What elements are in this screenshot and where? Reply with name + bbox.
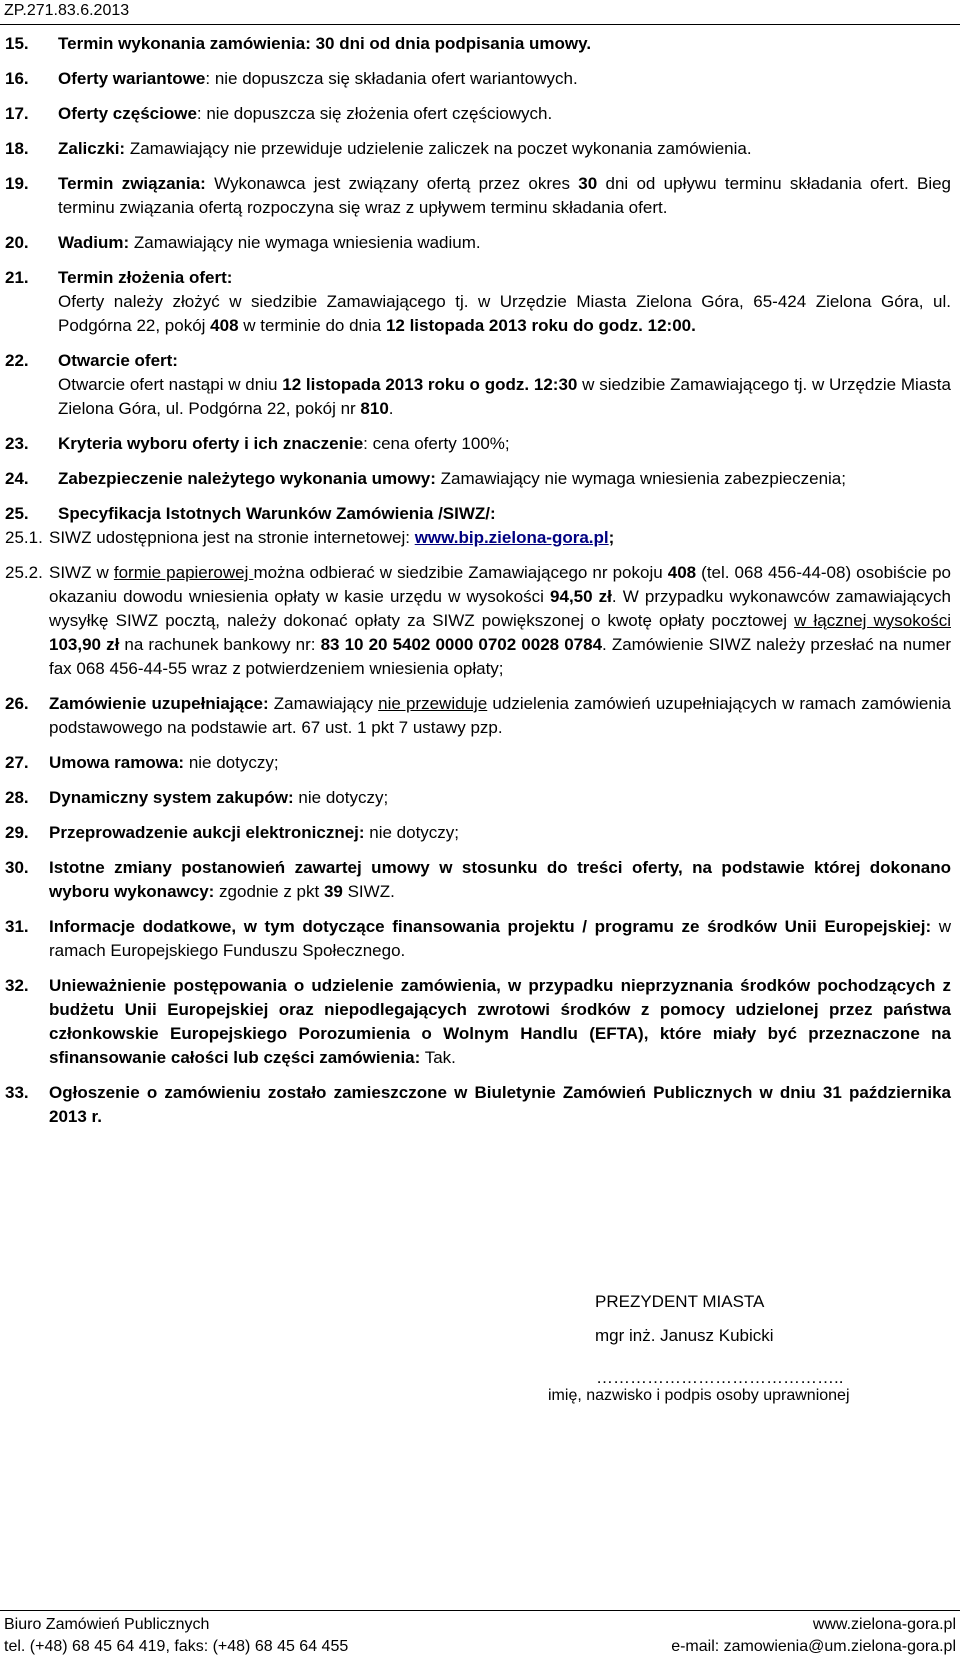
section-text: Zamawiający nie wymaga wniesienia zabezpieczenia; — [435, 469, 846, 488]
section-heading: Kryteria wyboru oferty i ich znaczenie — [58, 434, 364, 453]
footer-row-2 — [4, 1636, 956, 1658]
underlined-text: w łącznej wysokości — [794, 611, 951, 630]
section-text: dni od upływu terminu składania ofert. Bieg terminu związania ofertą rozpoczyna się wraz z upływem terminu składania ofert. — [58, 174, 951, 217]
section-text: . W przypadku wykonawców zamawiających wysyłkę SIWZ pocztą, należy dokonać opłaty za SIWZ powiększonej o kwotę opłaty pocztowej — [49, 587, 951, 630]
section-30 — [5, 856, 951, 904]
section-text: : nie dopuszcza się składania ofert wariantowych. — [205, 69, 578, 88]
section-number: 30. — [5, 858, 29, 877]
bip-website-link[interactable]: www.bip.zielona-gora.pl — [414, 528, 609, 547]
section-text: (tel. 068 456-44-08) osobiście po okazaniu dowodu wniesienia opłaty w kasie urzędu w wysokości — [49, 563, 952, 606]
section-text: : cena oferty 100%; — [363, 434, 510, 453]
section-heading: Umowa ramowa: — [49, 753, 185, 772]
section-27 — [5, 751, 951, 775]
section-33 — [5, 1081, 951, 1129]
section-text: udzielenia zamówień uzupełniających w ramach zamówienia podstawowego na podstawie art. 67 ust. 1 pkt 7 ustawy pzp. — [49, 694, 951, 737]
section-20 — [5, 231, 951, 255]
section-32 — [5, 974, 951, 1070]
section-number: 32. — [5, 976, 29, 995]
section-heading: Otwarcie ofert: — [58, 351, 178, 370]
section-17 — [5, 102, 951, 126]
section-heading: Zaliczki: — [58, 139, 126, 158]
section-number: 23. — [5, 434, 29, 453]
section-number: 21. — [5, 268, 29, 287]
header-rule — [0, 24, 960, 25]
underlined-text: formie papierowej — [113, 563, 254, 582]
section-19 — [5, 172, 951, 220]
section-number: 28. — [5, 788, 29, 807]
section-text: . — [388, 399, 394, 418]
footer-rule — [0, 1610, 960, 1611]
section-number: 17. — [5, 104, 29, 123]
section-heading: Wadium: — [58, 233, 130, 252]
room-number: 408 — [667, 563, 697, 582]
subsection-number: 25.1. — [5, 528, 43, 547]
section-text: nie dotyczy; — [293, 788, 389, 807]
section-heading: Istotne zmiany postanowień zawartej umowy w stosunku do treści oferty, na podstawie której dokonano wyboru wykonawcy: — [49, 858, 951, 901]
section-text: Tak. — [420, 1048, 456, 1067]
document-reference: ZP.271.83.6.2013 — [4, 2, 130, 19]
section-text: Zamawiający nie przewiduje udzielenie zaliczek na poczet wykonania zamówienia. — [125, 139, 752, 158]
section-text: : nie dopuszcza się złożenia ofert częściowych. — [196, 104, 553, 123]
section-heading: Oferty częściowe — [58, 104, 197, 123]
section-15 — [5, 32, 951, 56]
opening-date: 12 listopada 2013 roku o godz. 12:30 — [282, 375, 578, 394]
footer-phone: tel. (+48) 68 45 64 419, faks: (+48) 68 45 64 455 — [4, 1638, 349, 1655]
section-number: 25. — [5, 504, 29, 523]
footer-email[interactable]: e-mail: zamowienia@um.zielona-gora.pl — [671, 1638, 956, 1655]
fee-amount: 94,50 zł — [550, 587, 612, 606]
bank-account-number: 83 10 20 5402 0000 0702 0028 0784 — [320, 635, 603, 654]
section-25 — [5, 502, 951, 526]
section-number: 27. — [5, 753, 29, 772]
section-heading: Oferty wariantowe — [58, 69, 206, 88]
section-text: Zamawiający nie wymaga wniesienia wadium. — [129, 233, 481, 252]
signature-caption: imię, nazwisko i podpis osoby uprawnionej — [548, 1387, 850, 1404]
section-heading: Zabezpieczenie należytego wykonania umowy: — [58, 469, 436, 488]
section-21 — [5, 266, 951, 338]
section-heading: Unieważnienie postępowania o udzielenie zamówienia, w przypadku nieprzyznania środków pochodzących z budżetu Unii Europejskiej oraz niepodlegających zwrotowi środków z pomocy udzielonej przez państwa członkowskie Europejskiego Porozumienia o Wolnym Handlu (EFTA), które miały być przeznaczone na sfinansowanie całości lub części zamówienia: — [49, 976, 951, 1067]
section-heading: Termin związania: — [58, 174, 206, 193]
deadline: 12 listopada 2013 roku do godz. 12:00. — [385, 316, 696, 335]
section-text: Zamawiający — [268, 694, 379, 713]
section-text: w siedzibie Zamawiającego tj. w Urzędzie Miasta Zielona Góra, ul. Podgórna 22, pokój nr — [58, 375, 951, 418]
section-number: 29. — [5, 823, 29, 842]
section-26 — [5, 692, 951, 740]
underlined-text: nie przewiduje — [378, 694, 488, 713]
section-number: 16. — [5, 69, 29, 88]
section-31 — [5, 915, 951, 963]
section-text: nie dotyczy; — [184, 753, 279, 772]
section-text: Wykonawca jest związany ofertą przez okres — [205, 174, 579, 193]
section-text: zgodnie z pkt — [214, 882, 324, 901]
punctuation: ; — [608, 528, 615, 547]
point-number: 39 — [323, 882, 343, 901]
section-number: 19. — [5, 174, 29, 193]
signatory-title: PREZYDENT MIASTA — [595, 1292, 765, 1311]
section-text: można odbierać w siedzibie Zamawiającego nr pokoju — [253, 563, 668, 582]
section-number: 31. — [5, 917, 29, 936]
section-heading: Termin złożenia ofert: — [58, 268, 233, 287]
section-text: w terminie do dnia — [238, 316, 386, 335]
section-18 — [5, 137, 951, 161]
section-25-1 — [5, 526, 951, 550]
section-number: 22. — [5, 351, 29, 370]
section-heading: Ogłoszenie o zamówieniu zostało zamieszczone w Biuletynie Zamówień Publicznych w dniu 31 października 2013 r. — [49, 1083, 951, 1126]
footer-row-1 — [4, 1614, 956, 1636]
section-text: Otwarcie ofert nastąpi w dniu — [58, 375, 283, 394]
section-text: na rachunek bankowy nr: — [119, 635, 321, 654]
section-heading: Informacje dodatkowe, w tym dotyczące finansowania projektu / programu ze środków Unii Europejskiej: — [49, 917, 932, 936]
section-heading: Zamówienie uzupełniające: — [49, 694, 269, 713]
section-25-2 — [5, 561, 951, 681]
room-number: 810 — [360, 399, 389, 418]
section-text: Oferty należy złożyć w siedzibie Zamawiającego tj. w Urzędzie Miasta Zielona Góra, 65-424 Zielona Góra, ul. Podgórna 22, pokój — [58, 292, 951, 335]
section-22 — [5, 349, 951, 421]
section-number: 15. — [5, 34, 29, 53]
signature-block — [595, 1290, 935, 1358]
section-24 — [5, 467, 951, 491]
section-text: SIWZ. — [342, 882, 395, 901]
subsection-number: 25.2. — [5, 563, 43, 582]
footer-website[interactable]: www.zielona-gora.pl — [812, 1616, 956, 1633]
section-heading: Przeprowadzenie aukcji elektronicznej: — [49, 823, 365, 842]
room-number: 408 — [210, 316, 239, 335]
section-text: nie dotyczy; — [364, 823, 460, 842]
section-16 — [5, 67, 951, 91]
section-heading: Dynamiczny system zakupów: — [49, 788, 294, 807]
section-number: 18. — [5, 139, 29, 158]
section-23 — [5, 432, 951, 456]
section-text: SIWZ udostępniona jest na stronie internetowej: — [49, 528, 415, 547]
section-heading: Termin wykonania zamówienia: 30 dni od dnia podpisania umowy. — [58, 34, 592, 53]
section-text: . Zamówienie SIWZ należy przesłać na numer fax 068 456-44-55 wraz z potwierdzeniem wniesienia opłaty; — [49, 635, 951, 678]
section-number: 33. — [5, 1083, 29, 1102]
section-28 — [5, 786, 951, 810]
postal-fee-amount: 103,90 zł — [49, 635, 120, 654]
section-29 — [5, 821, 951, 845]
section-number: 26. — [5, 694, 29, 713]
signature-line: …………………………………….. — [596, 1368, 844, 1387]
section-heading: Specyfikacja Istotnych Warunków Zamówienia /SIWZ/: — [58, 504, 496, 523]
section-list — [5, 32, 951, 1140]
signatory-name: mgr inż. Janusz Kubicki — [595, 1326, 774, 1345]
binding-days: 30 — [578, 174, 598, 193]
section-text: w ramach Europejskiego Funduszu Społecznego. — [49, 917, 952, 960]
footer-office: Biuro Zamówień Publicznych — [4, 1616, 210, 1633]
section-text: SIWZ w — [49, 563, 114, 582]
section-number: 24. — [5, 469, 29, 488]
section-number: 20. — [5, 233, 29, 252]
